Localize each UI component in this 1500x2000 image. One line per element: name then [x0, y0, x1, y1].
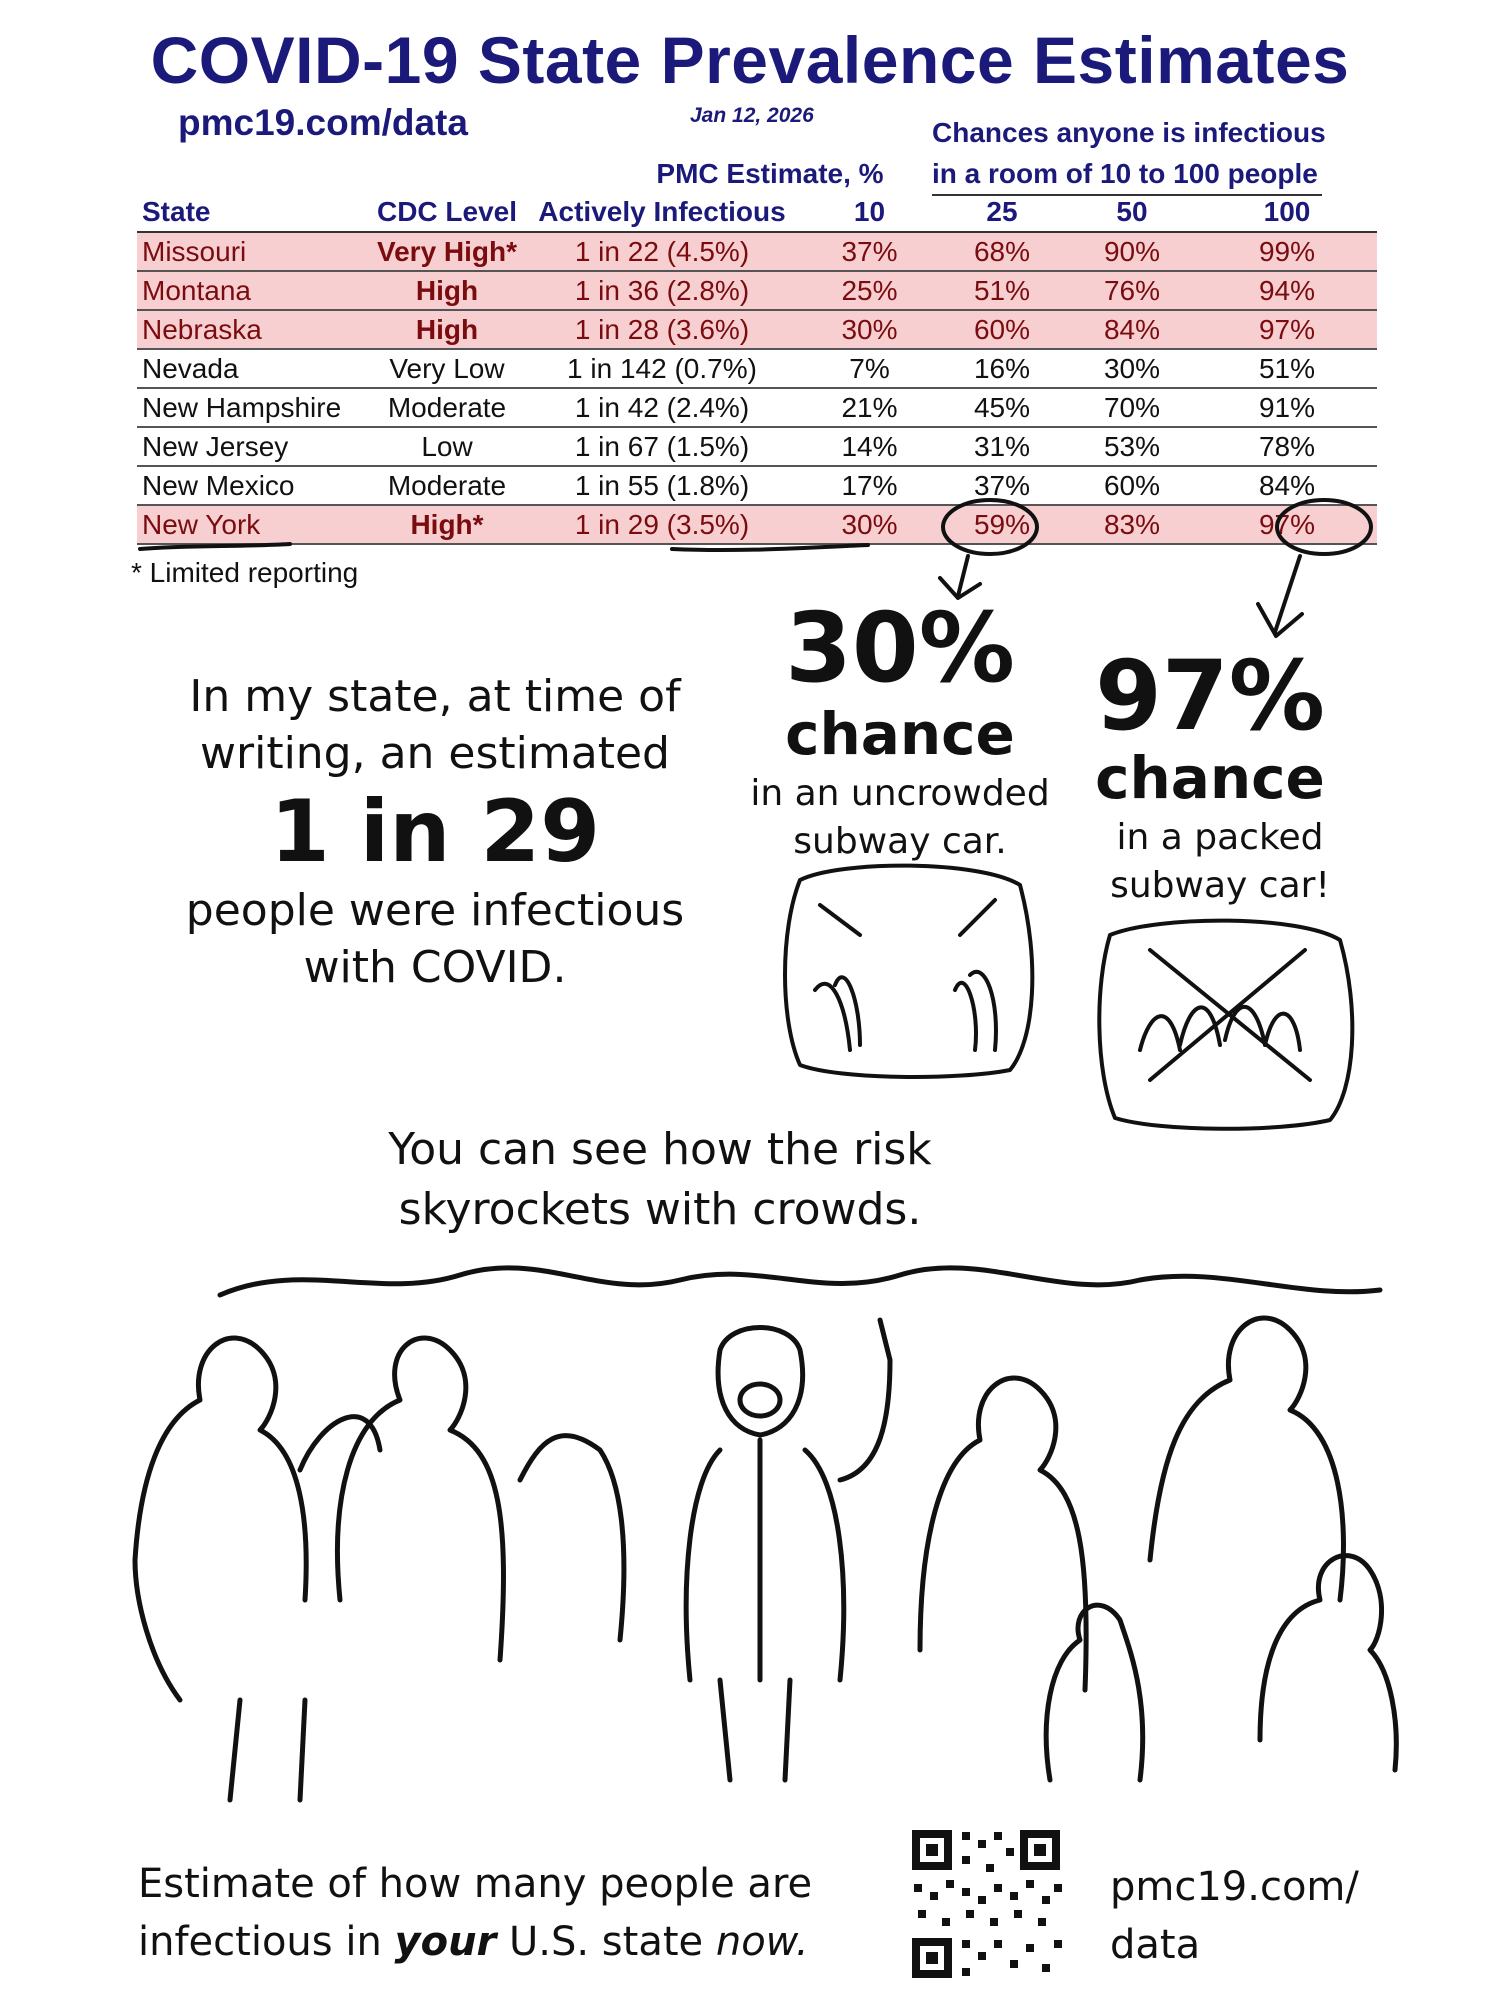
col-header-25: 25 — [937, 193, 1067, 232]
cloud-outline — [220, 1268, 1380, 1295]
col-header-10: 10 — [802, 193, 937, 232]
chance-25-cell: 16% — [937, 349, 1067, 388]
data-url-top[interactable]: pmc19.com/data — [178, 102, 468, 143]
page-title: COVID-19 State Prevalence Estimates — [150, 23, 1350, 97]
col-header-estimate: Actively Infectious — [522, 193, 802, 232]
state-cell: New York — [137, 505, 372, 544]
uncrowded-percent: 30% — [785, 592, 1015, 704]
packed-subway-car-icon — [1099, 921, 1352, 1129]
uncrowded-caption-line1: in an uncrowded — [750, 773, 1050, 814]
footer-caption — [138, 1855, 898, 1971]
col-header-state: State — [137, 193, 372, 232]
footer-line2-b: your — [394, 1919, 497, 1965]
pmc-estimate-line1: PMC Estimate, % — [656, 158, 884, 189]
room-chances-line2: in a room of 10 to 100 people — [932, 153, 1322, 196]
chance-25-cell: 68% — [937, 232, 1067, 271]
chance-25-cell: 45% — [937, 388, 1067, 427]
room-chances-line1: Chances anyone is infectious — [932, 117, 1326, 148]
cdc-level-cell: Very Low — [372, 349, 522, 388]
chance-100-cell: 94% — [1197, 271, 1377, 310]
footer-url[interactable] — [1110, 1858, 1390, 1974]
state-cell: Nevada — [137, 349, 372, 388]
packed-chance-label: chance — [1095, 744, 1325, 812]
chance-50-cell: 70% — [1067, 388, 1197, 427]
chance-10-cell: 30% — [802, 310, 937, 349]
cdc-level-cell: Low — [372, 427, 522, 466]
chance-10-cell: 21% — [802, 388, 937, 427]
estimate-cell: 1 in 28 (3.6%) — [522, 310, 802, 349]
cdc-level-cell: Very High* — [372, 232, 522, 271]
chance-10-cell: 14% — [802, 427, 937, 466]
footer-line1: Estimate of how many people are — [138, 1861, 813, 1907]
chance-50-cell: 60% — [1067, 466, 1197, 505]
chance-100-cell: 78% — [1197, 427, 1377, 466]
chance-25-cell: 59% — [937, 505, 1067, 544]
chance-50-cell: 90% — [1067, 232, 1197, 271]
footer-url-line1: pmc19.com/ — [1110, 1864, 1359, 1910]
chance-100-cell: 97% — [1197, 505, 1377, 544]
chance-25-cell: 37% — [937, 466, 1067, 505]
footer-line2-c: U.S. state — [496, 1919, 716, 1965]
uncrowded-chance-label: chance — [785, 700, 1015, 768]
summary-line1: In my state, at time of — [189, 671, 681, 722]
cdc-level-cell: High* — [372, 505, 522, 544]
chance-50-cell: 84% — [1067, 310, 1197, 349]
chance-100-cell: 84% — [1197, 466, 1377, 505]
chance-50-cell: 76% — [1067, 271, 1197, 310]
uncrowded-caption-line2: subway car. — [793, 821, 1007, 862]
packed-caption-line2: subway car! — [1110, 865, 1330, 906]
estimate-cell: 1 in 42 (2.4%) — [522, 388, 802, 427]
uncrowded-caption — [730, 770, 1070, 866]
arrow-97-icon — [1258, 556, 1302, 636]
state-summary-text — [160, 668, 710, 996]
crowd-left-figures — [135, 1338, 624, 1660]
summary-ratio: 1 in 29 — [269, 782, 601, 882]
estimate-cell: 1 in 29 (3.5%) — [522, 505, 802, 544]
footer-line2-d: now. — [715, 1919, 809, 1965]
report-date: Jan 12, 2026 — [690, 104, 814, 127]
cdc-level-cell: High — [372, 310, 522, 349]
state-cell: New Jersey — [137, 427, 372, 466]
masked-person — [686, 1320, 890, 1780]
chance-10-cell: 25% — [802, 271, 937, 310]
chance-10-cell: 7% — [802, 349, 937, 388]
col-header-50: 50 — [1067, 193, 1197, 232]
footer-url-line2: data — [1110, 1922, 1201, 1968]
uncrowded-subway-car-icon — [785, 866, 1032, 1077]
state-cell: Missouri — [137, 232, 372, 271]
footnote: * Limited reporting — [131, 557, 359, 588]
state-cell: New Mexico — [137, 466, 372, 505]
state-cell: Montana — [137, 271, 372, 310]
chance-100-cell: 51% — [1197, 349, 1377, 388]
crowd-risk-line2: skyrockets with crowds. — [398, 1184, 922, 1235]
packed-caption-line1: in a packed — [1116, 817, 1324, 858]
circle-30-percent — [943, 500, 1037, 554]
state-cell: Nebraska — [137, 310, 372, 349]
estimate-cell: 1 in 36 (2.8%) — [522, 271, 802, 310]
estimate-underline — [672, 545, 868, 550]
summary-line4: with COVID. — [303, 942, 567, 993]
circle-97-percent — [1277, 500, 1371, 554]
cdc-level-cell: Moderate — [372, 466, 522, 505]
chance-10-cell: 30% — [802, 505, 937, 544]
col-header-cdc-level: CDC Level — [372, 193, 522, 232]
chance-50-cell: 53% — [1067, 427, 1197, 466]
chance-25-cell: 31% — [937, 427, 1067, 466]
packed-caption — [1070, 814, 1370, 910]
chance-10-cell: 37% — [802, 232, 937, 271]
estimate-cell: 1 in 67 (1.5%) — [522, 427, 802, 466]
footer-line2-a: infectious in — [138, 1919, 395, 1965]
crowd-risk-caption — [330, 1120, 990, 1240]
crowd-bottom-line — [135, 1560, 305, 1800]
estimate-cell: 1 in 22 (4.5%) — [522, 232, 802, 271]
summary-line2: writing, an estimated — [200, 728, 670, 779]
chance-50-cell: 30% — [1067, 349, 1197, 388]
chance-100-cell: 97% — [1197, 310, 1377, 349]
chance-25-cell: 51% — [937, 271, 1067, 310]
crowd-risk-line1: You can see how the risk — [388, 1124, 932, 1175]
chance-25-cell: 60% — [937, 310, 1067, 349]
summary-line3: people were infectious — [185, 885, 685, 936]
mask-icon — [740, 1384, 780, 1416]
new-york-underline — [140, 544, 290, 549]
col-header-100: 100 — [1197, 193, 1377, 232]
estimate-cell: 1 in 55 (1.8%) — [522, 466, 802, 505]
crowd-illustration — [135, 1268, 1396, 1800]
chance-10-cell: 17% — [802, 466, 937, 505]
packed-percent: 97% — [1095, 640, 1325, 752]
footer-line2 — [138, 1913, 898, 1971]
chance-100-cell: 99% — [1197, 232, 1377, 271]
cdc-level-cell: High — [372, 271, 522, 310]
cdc-level-cell: Moderate — [372, 388, 522, 427]
chance-50-cell: 83% — [1067, 505, 1197, 544]
state-cell: New Hampshire — [137, 388, 372, 427]
chance-100-cell: 91% — [1197, 388, 1377, 427]
qr-code-icon — [912, 1830, 1062, 1978]
crowd-right-figures — [920, 1318, 1396, 1780]
estimate-cell: 1 in 142 (0.7%) — [522, 349, 802, 388]
